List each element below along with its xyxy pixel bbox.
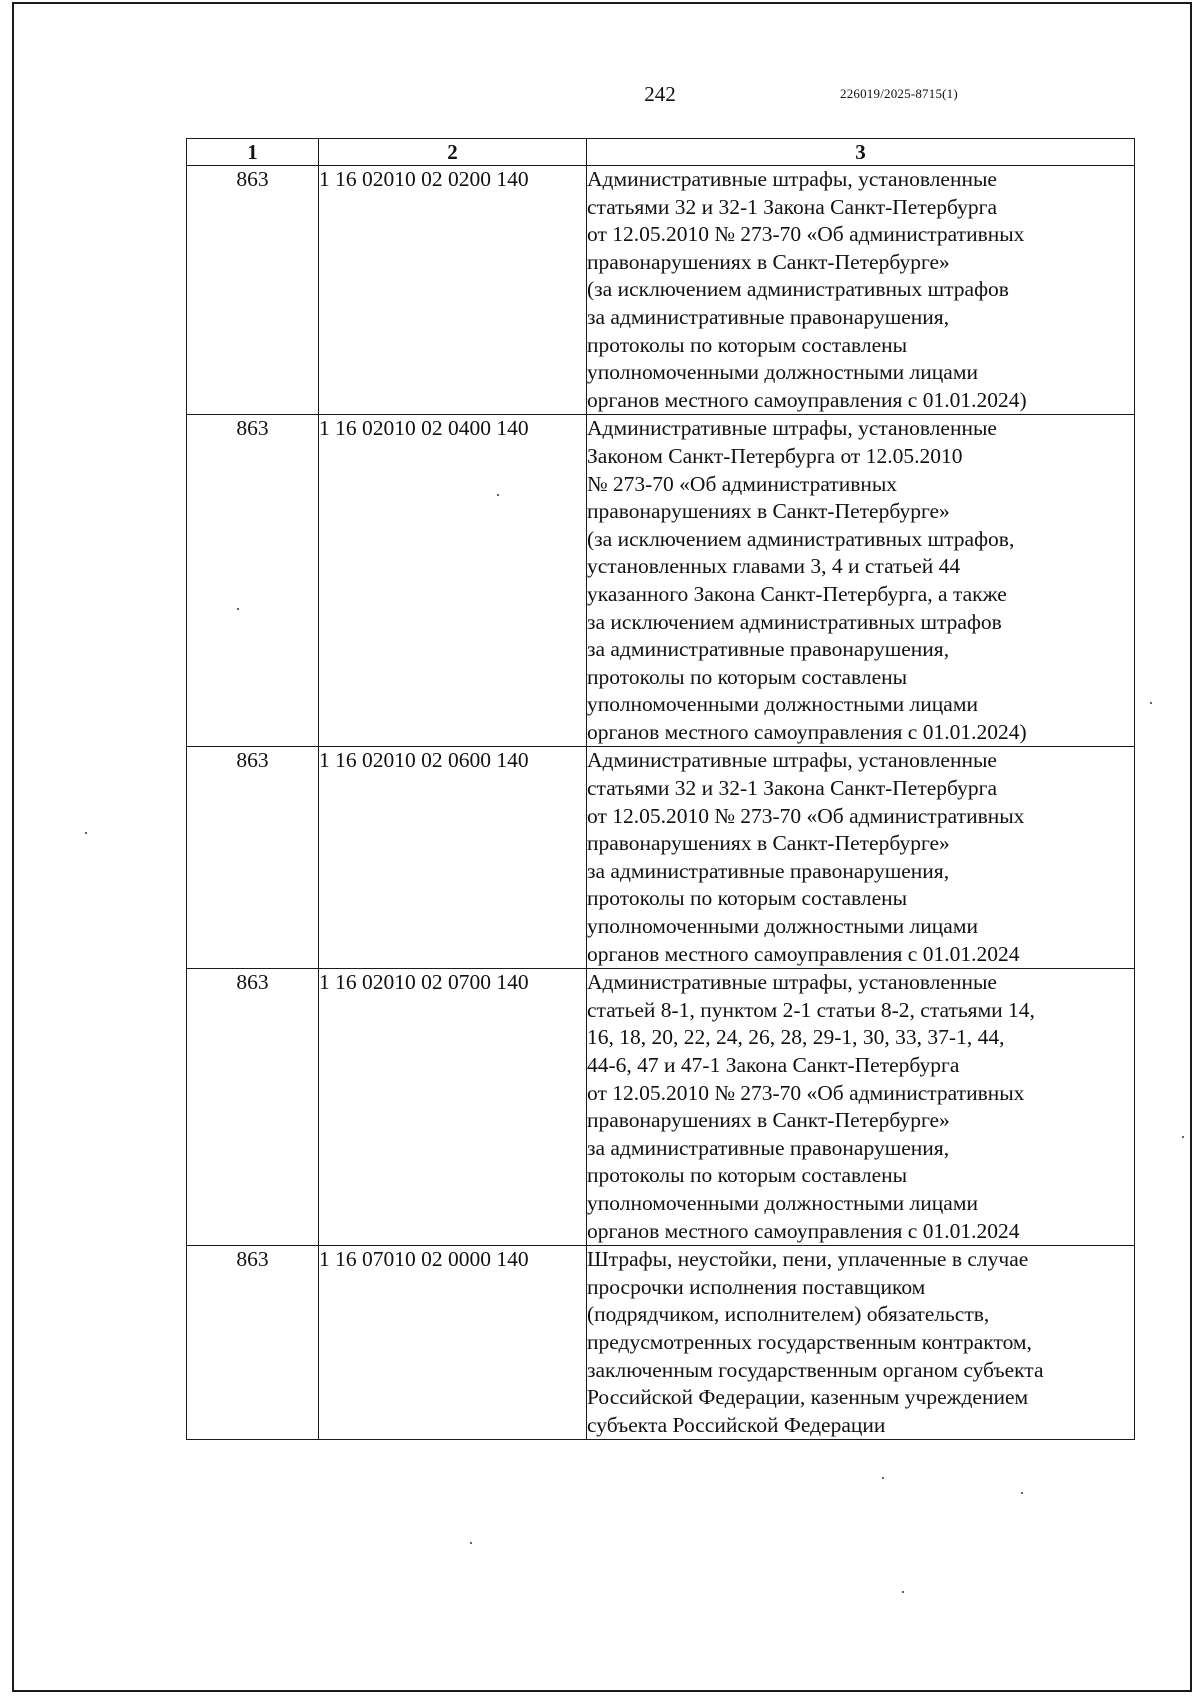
scan-speck (497, 494, 499, 496)
budget-codes-table (186, 138, 1135, 1440)
description-line: за административные правонарушения, (587, 1135, 950, 1160)
description-line: уполномоченными должностными лицами (587, 1190, 978, 1215)
column-header-1: 1 (187, 139, 319, 166)
scan-speck (1182, 1136, 1184, 1138)
column-header-3: 3 (587, 139, 1135, 166)
scan-speck (85, 832, 87, 834)
scan-speck (470, 1542, 472, 1544)
document-code: 226019/2025-8715(1) (840, 86, 958, 101)
table-header-row (187, 139, 1135, 166)
description-cell (587, 969, 1135, 1246)
description-line: статьями 32 и 32-1 Закона Санкт-Петербурга (587, 776, 997, 801)
description-line: Законом Санкт-Петербурга от 12.05.2010 (587, 443, 963, 468)
description-line: протоколы по которым составлены (587, 332, 908, 357)
description-line: от 12.05.2010 № 273-70 «Об административных (587, 1080, 1025, 1105)
budget-code-cell: 1 16 02010 02 0600 140 (319, 747, 587, 969)
description-line: уполномоченными должностными лицами (587, 692, 978, 717)
description-line: установленных главами 3, 4 и статьей 44 (587, 554, 961, 579)
description-line: (подрядчиком, исполнителем) обязательств, (587, 1302, 990, 1327)
budget-code-cell: 1 16 07010 02 0000 140 (319, 1246, 587, 1440)
description-line: № 273-70 «Об административных (587, 471, 898, 496)
table-body (187, 166, 1135, 1440)
budget-code-cell: 1 16 02010 02 0200 140 (319, 166, 587, 415)
description-line: статьей 8-1, пунктом 2-1 статьи 8-2, статьями 14, (587, 997, 1035, 1022)
description-line: правонарушениях в Санкт-Петербурге» (587, 831, 950, 856)
description-line: правонарушениях в Санкт-Петербурге» (587, 499, 950, 524)
description-line: от 12.05.2010 № 273-70 «Об административных (587, 222, 1025, 247)
table-row (187, 969, 1135, 1246)
column-header-2: 2 (319, 139, 587, 166)
description-line: субъекта Российской Федерации (587, 1412, 886, 1437)
table-header (187, 139, 1135, 166)
description-line: заключенным государственным органом субъекта (587, 1357, 1044, 1382)
admin-code-cell: 863 (187, 969, 319, 1246)
description-line: органов местного самоуправления с 01.01.2024 (587, 941, 1020, 966)
description-line: органов местного самоуправления с 01.01.2024 (587, 1218, 1020, 1243)
description-line: Административные штрафы, установленные (587, 748, 997, 773)
description-line: правонарушениях в Санкт-Петербурге» (587, 249, 950, 274)
description-line: за административные правонарушения, (587, 858, 950, 883)
description-line: (за исключением административных штрафов (587, 277, 1009, 302)
description-line: протоколы по которым составлены (587, 886, 908, 911)
description-line: предусмотренных государственным контрактом, (587, 1329, 1032, 1354)
description-cell (587, 415, 1135, 747)
description-line: правонарушениях в Санкт-Петербурге» (587, 1108, 950, 1133)
admin-code-cell: 863 (187, 415, 319, 747)
description-line: органов местного самоуправления с 01.01.2024) (587, 719, 1027, 744)
admin-code-cell: 863 (187, 166, 319, 415)
description-line: протоколы по которым составлены (587, 664, 908, 689)
page-number: 242 (644, 82, 676, 106)
description-line: за административные правонарушения, (587, 304, 950, 329)
description-line: 16, 18, 20, 22, 24, 26, 28, 29-1, 30, 33, 37-1, 44, (587, 1025, 1005, 1050)
description-line: указанного Закона Санкт-Петербурга, а также (587, 581, 1007, 606)
scan-speck (1021, 1492, 1023, 1494)
description-line: статьями 32 и 32-1 Закона Санкт-Петербурга (587, 194, 997, 219)
description-line: за исключением административных штрафов (587, 609, 1002, 634)
description-line: Административные штрафы, установленные (587, 416, 997, 441)
admin-code-cell: 863 (187, 747, 319, 969)
description-cell (587, 747, 1135, 969)
description-line: протоколы по которым составлены (587, 1163, 908, 1188)
table-row (187, 1246, 1135, 1440)
description-line: Российской Федерации, казенным учреждением (587, 1385, 1029, 1410)
description-line: уполномоченными должностными лицами (587, 914, 978, 939)
scan-speck (882, 1477, 884, 1479)
scan-speck (902, 1591, 904, 1593)
description-cell (587, 166, 1135, 415)
budget-code-cell: 1 16 02010 02 0400 140 (319, 415, 587, 747)
description-line: Административные штрафы, установленные (587, 167, 997, 191)
table-row (187, 166, 1135, 415)
description-line: Штрафы, неустойки, пени, уплаченные в случае (587, 1247, 1029, 1272)
description-line: просрочки исполнения поставщиком (587, 1274, 926, 1299)
description-line: Административные штрафы, установленные (587, 970, 997, 995)
description-line: органов местного самоуправления с 01.01.2024) (587, 387, 1027, 412)
description-cell (587, 1246, 1135, 1440)
budget-code-cell: 1 16 02010 02 0700 140 (319, 969, 587, 1246)
table-row (187, 747, 1135, 969)
scan-speck (237, 608, 239, 610)
description-line: за административные правонарушения, (587, 637, 950, 662)
description-line: (за исключением административных штрафов, (587, 526, 1015, 551)
description-line: уполномоченными должностными лицами (587, 360, 978, 385)
description-line: 44-6, 47 и 47-1 Закона Санкт-Петербурга (587, 1053, 960, 1077)
scan-speck (1150, 702, 1152, 704)
table-row (187, 415, 1135, 747)
description-line: от 12.05.2010 № 273-70 «Об административных (587, 803, 1025, 828)
admin-code-cell: 863 (187, 1246, 319, 1440)
